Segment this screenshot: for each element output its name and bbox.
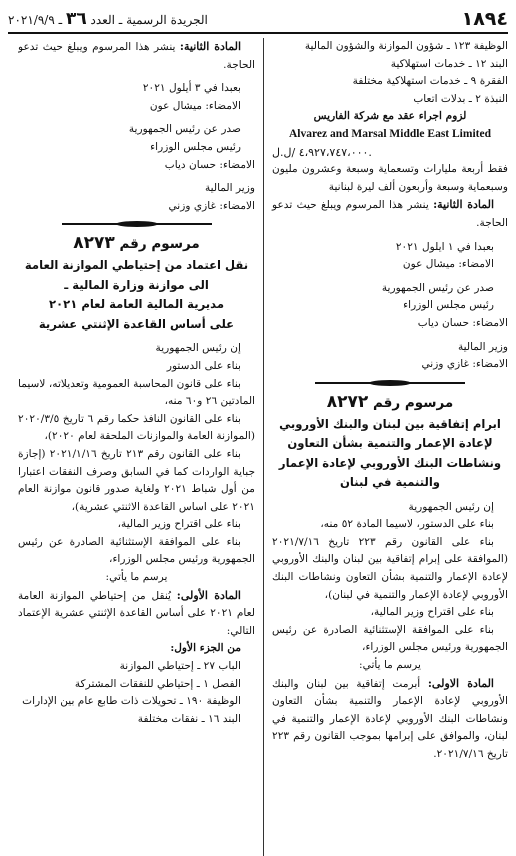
signed-date: بعبدا في ١ ايلول ٢٠٢١: [395, 240, 494, 253]
basis: بناء على القانون النافذ حكما رقم ٦ تاريخ ٢٠٢٠/٣/٥ (الموازنة العامة والموازنات الملحقة لعام ٢٠٢٠)،: [18, 412, 255, 443]
article-text: ينشر هذا المرسوم ويبلغ حيث تدعو الحاجة.: [18, 41, 255, 71]
finance-signature: الامضاء: غازي وزني: [421, 358, 508, 371]
article-label: المادة الثانية:: [179, 40, 241, 53]
decree-label: مرسوم رقم: [119, 236, 200, 253]
president-signature: الامضاء: ميشال عون: [402, 258, 494, 271]
finance-title: وزير المالية: [204, 182, 255, 195]
section-divider: [62, 221, 212, 227]
decree-heading-line: على أساس القاعدة الإثنتي عشرية: [38, 316, 235, 331]
issue-number: ٣٦: [65, 9, 87, 29]
article-1: [272, 675, 508, 764]
basis: بناء على القانون رقم ٢١٣ تاريخ ٢٠٢١/١/١٦ (إجازة جباية الواردات كما في السابق وصرف النفقات اعتبارا من أول شباط ٢٠٢١ ولغاية صدور قانون موازنة العام ٢٠٢١ على اساس القاعدة الاثنتي عشرية)،: [18, 447, 255, 513]
basis: بناء على الموافقة الإستثنائية الصادرة عن رئيس الجمهورية ورئيس مجلس الوزراء،: [272, 623, 508, 654]
president-signature: الامضاء: ميشال عون: [149, 99, 241, 112]
article-text: ينشر هذا المرسوم ويبلغ حيث تدعو الحاجة.: [272, 199, 508, 229]
basis: بناء على اقتراح وزير المالية،: [117, 518, 241, 531]
decrees-line: يرسم ما يأتي:: [105, 571, 168, 584]
budget-line: الوظيفة ١٢٣ ـ شؤون الموازنة والشؤون المالية: [304, 40, 508, 52]
page-header: [8, 6, 508, 34]
pm-signature: الامضاء: حسان دياب: [164, 158, 255, 171]
section-divider: [315, 380, 465, 386]
pm-title: رئيس مجلس الوزراء: [403, 299, 494, 312]
left-column: [18, 38, 263, 856]
budget-line: النبذة ٢ ـ بدلات اتعاب: [413, 92, 508, 105]
finance-signature: الامضاء: غازي وزني: [168, 199, 255, 212]
signed-date: بعبدا في ٣ أيلول ٢٠٢١: [142, 82, 241, 95]
decrees-line: يرسم ما يأتي:: [359, 659, 421, 672]
president-line: إن رئيس الجمهورية: [155, 342, 241, 355]
budget-line: البند ١٦ ـ نفقات مختلفة: [137, 712, 241, 725]
basis: بناء على قانون المحاسبة العمومية وتعديلاته، لاسيما المادتين ٢٦ و٦٠ منه،: [18, 377, 255, 408]
decree-label: مرسوم رقم: [372, 394, 454, 411]
columns: [8, 38, 508, 856]
right-column: [263, 38, 508, 856]
decree-heading-line: نقل اعتماد من إحتياطي الموازنة العامة: [24, 258, 249, 273]
article-1: [18, 587, 255, 641]
budget-line: الفقرة ٩ ـ خدمات استهلاكية مختلفة: [352, 75, 508, 88]
president-line: إن رئيس الجمهورية: [408, 500, 494, 513]
contract-heading: لزوم اجراء عقد مع شركة الفاريس: [313, 110, 467, 123]
budget-line: البند ١٢ ـ خدمات استهلاكية: [390, 57, 508, 70]
article-label: المادة الأولى:: [176, 588, 241, 602]
basis: بناء على الدستور، لاسيما المادة ٥٢ منه،: [320, 518, 494, 531]
article-text: أبرمت إتفاقية بين لبنان والبنك الأوروبي لإعادة الإعمار والتنمية بشأن التعاون ونشاطات البنك الأوروبي لإعادة الإعمار والتنمية في لبنان، والموافق على إبرامها بموجب القانون رقم ٢٢٣ تاريخ ٢٠٢١/٧/١٦.: [272, 677, 508, 760]
article-2: [18, 38, 255, 74]
basis: بناء على القانون رقم ٢٢٣ تاريخ ٢٠٢١/٧/١٦ (الموافقة على إبرام إتفاقية بين لبنان والبنك الأوروبي لإعادة الإعمار والتنمية بشأن التعاون ونشاطات البنك الأوروبي لإعادة الإعمار والتنمية في لبنان)،: [272, 535, 508, 601]
pm-signature: الامضاء: حسان دياب: [417, 316, 508, 329]
decree-title: [272, 392, 508, 413]
finance-title: وزير المالية: [457, 340, 508, 353]
amount-words: فقط أربعة مليارات وتسعماية وسبعة وعشرون مليون وسبعماية وسبعة وأربعون ألف ليرة لبنانية: [272, 163, 508, 193]
budget-line: الفصل ١ ـ إحتياطي للنفقات المشتركة: [74, 677, 241, 690]
article-label: المادة الثانية:: [433, 198, 495, 212]
gazette-name: الجريدة الرسمية ـ العدد: [90, 13, 208, 27]
decree-heading-line: الى موازنة وزارة المالية ـ: [64, 277, 209, 292]
decree-number: ٨٢٧٣: [73, 233, 115, 254]
basis: بناء على الدستور: [166, 359, 241, 372]
issued-by: صدر عن رئيس الجمهورية: [128, 123, 241, 136]
article-text: يُنقل من إحتياطي الموازنة العامة لعام ٢٠٢١ على أساس القاعدة الإثنتي عشرية الإعتماد التالي:: [18, 589, 255, 637]
amount: ٤،٩٢٧،٧٤٧،٠٠٠ /ل.ل.: [272, 145, 372, 159]
part-heading: من الجزء الأول:: [170, 642, 241, 655]
basis: بناء على اقتراح وزير المالية،: [370, 606, 494, 619]
decree-number: ٨٢٧٢: [326, 391, 369, 412]
budget-line: الوظيفة ١٩٠ ـ تحويلات ذات طابع عام بين الإدارات: [22, 695, 241, 708]
page-number: ١٨٩٤: [461, 8, 508, 30]
decree-title: [18, 233, 255, 254]
running-title: [8, 9, 208, 29]
decree-heading: ابرام إتفاقية بين لبنان والبنك الأوروبي لإعادة الإعمار والتنمية بشأن التعاون ونشاطات البنك الأوروبي لإعادة الإعمار والتنمية في لبنان: [278, 416, 502, 490]
article-2: [272, 196, 508, 232]
pm-title: رئيس مجلس الوزراء: [150, 140, 241, 153]
basis: بناء على الموافقة الإستثنائية الصادرة عن رئيس الجمهورية ورئيس مجلس الوزراء،: [18, 535, 255, 566]
issue-date: ـ ٢٠٢١/٩/٩: [8, 13, 63, 27]
company-name: Alvarez and Marsal Middle East Limited: [289, 127, 491, 140]
decree-heading-line: مديرية المالية العامة لعام ٢٠٢١: [48, 297, 225, 312]
budget-line: الباب ٢٧ ـ إحتياطي الموازنة: [119, 660, 241, 673]
article-label: المادة الاولى:: [427, 676, 494, 690]
issued-by: صدر عن رئيس الجمهورية: [381, 281, 494, 294]
